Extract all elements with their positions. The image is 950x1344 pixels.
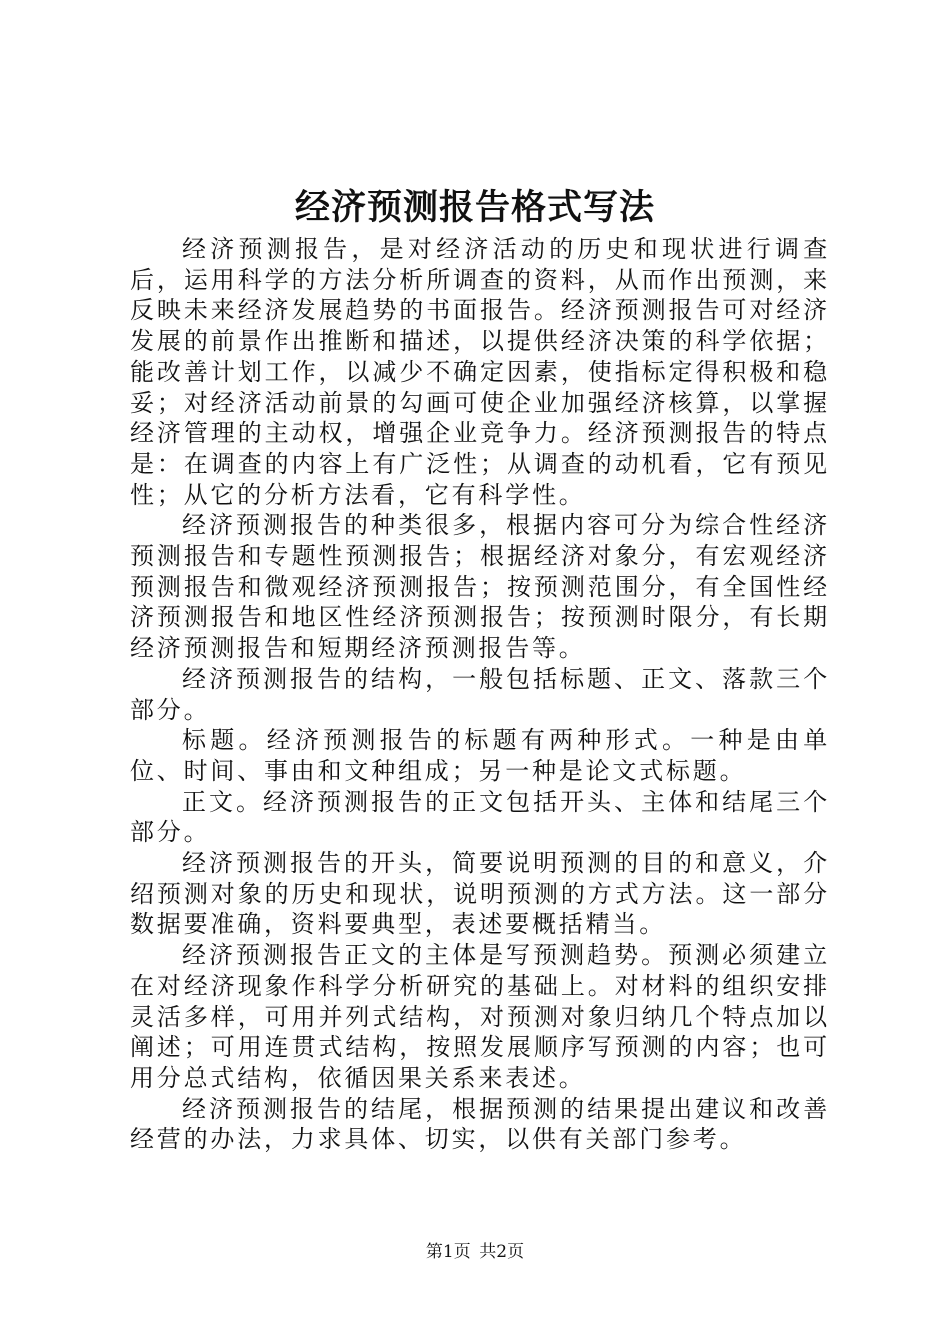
paragraph: 正文。经济预测报告的正文包括开头、主体和结尾三个部分。 [130,787,830,847]
paragraph: 经济预测报告的开头，简要说明预测的目的和意义，介绍预测对象的历史和现状，说明预测的方式方法。这一部分数据要准确，资料要典型，表述要概括精当。 [130,849,830,939]
paragraph: 标题。经济预测报告的标题有两种形式。一种是由单位、时间、事由和文种组成；另一种是论文式标题。 [130,726,830,785]
paragraph: 经济预测报告正文的主体是写预测趋势。预测必须建立在对经济现象作科学分析研究的基础上。对材料的组织安排灵活多样，可用并列式结构，对预测对象归纳几个特点加以阐述；可用连贯式结构，按照发展顺序写预测的内容；也可用分总式结构，依循因果关系来表述。 [130,941,830,1092]
page-number: 第1页 [425,1242,471,1262]
paragraph: 经济预测报告的种类很多，根据内容可分为综合性经济预测报告和专题性预测报告；根据经济对象分，有宏观经济预测报告和微观经济预测报告；按预测范围分，有全国性经济预测报告和地区性经济预测报告；按预测时限分，有长期经济预测报告和短期经济预测报告等。 [130,511,830,663]
document-title: 经济预测报告格式写法 [294,187,655,228]
page-total: 共2页 [479,1242,525,1262]
paragraph: 经济预测报告的结尾，根据预测的结果提出建议和改善经营的办法，力求具体、切实，以供有关部门参考。 [130,1094,830,1154]
paragraph: 经济预测报告的结构，一般包括标题、正文、落款三个部分。 [130,664,830,724]
document-body [130,234,830,1155]
page-footer [0,1240,950,1264]
paragraph: 经济预测报告，是对经济活动的历史和现状进行调查后，运用科学的方法分析所调查的资料，从而作出预测，来反映未来经济发展趋势的书面报告。经济预测报告可对经济发展的前景作出推断和描述，以提供经济决策的科学依据；能改善计划工作，以减少不确定因素，使指标定得积极和稳妥；对经济活动前景的勾画可使企业加强经济核算，以掌握经济管理的主动权，增强企业竞争力。经济预测报告的特点是：在调查的内容上有广泛性；从调查的动机看，它有预见性；从它的分析方法看，它有科学性。 [130,235,830,509]
